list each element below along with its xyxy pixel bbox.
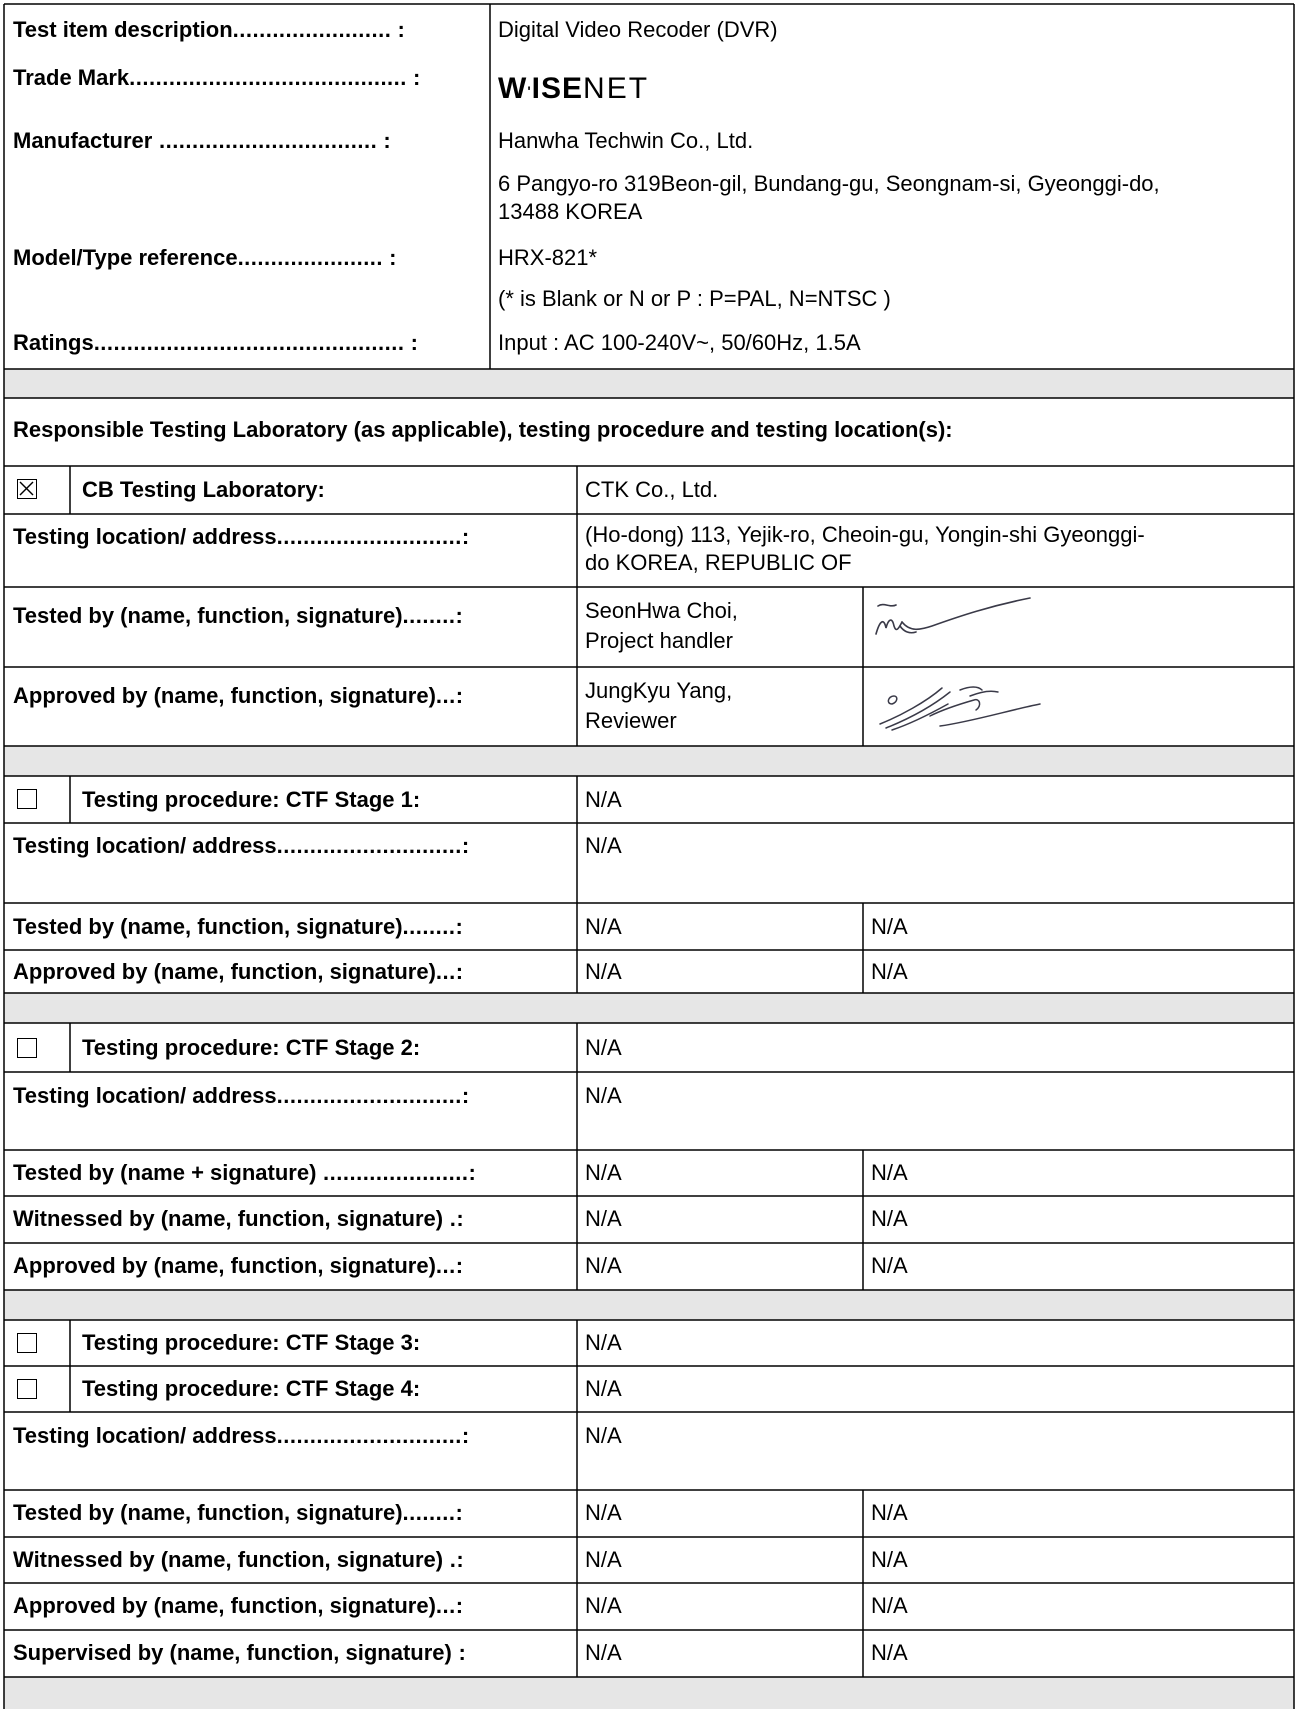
stage4-supervised-value: N/A <box>585 1640 622 1665</box>
stage4-witnessed-label: Witnessed by (name, function, signature) .: <box>13 1547 464 1572</box>
stage2-location-label: Testing location/ address............................: <box>13 1083 470 1108</box>
cb-lab-title: CB Testing Laboratory: <box>82 477 325 502</box>
approved-signature <box>870 680 1045 740</box>
cb-lab-checkbox[interactable] <box>17 479 37 499</box>
stage2-checkbox[interactable] <box>17 1038 37 1058</box>
stage1-value: N/A <box>585 787 622 812</box>
cb-approved-role: Reviewer <box>585 708 677 733</box>
wisenet-logo-net: NET <box>583 72 650 105</box>
responsible-heading: Responsible Testing Laboratory (as applicable), testing procedure and testing location(s): <box>13 417 953 442</box>
stage2-approved-value: N/A <box>585 1253 622 1278</box>
stage1-tested-signature: N/A <box>871 914 908 939</box>
cb-tested-name: SeonHwa Choi, <box>585 598 738 623</box>
stage4-tested-label: Tested by (name, function, signature)........: <box>13 1500 463 1525</box>
stage1-tested-value: N/A <box>585 914 622 939</box>
tested-signature <box>870 596 1040 651</box>
stage2-tested-value: N/A <box>585 1160 622 1185</box>
stage4-location-value: N/A <box>585 1423 622 1448</box>
check-x-icon <box>18 480 35 497</box>
cb-lab-value: CTK Co., Ltd. <box>585 477 719 502</box>
stage3-value: N/A <box>585 1330 622 1355</box>
manufacturer-value: Hanwha Techwin Co., Ltd. <box>498 128 754 153</box>
ratings-label: Ratings............................................... : <box>13 330 418 355</box>
ratings-value: Input : AC 100-240V~, 50/60Hz, 1.5A <box>498 330 861 355</box>
stage4-witnessed-value: N/A <box>585 1547 622 1572</box>
stage4-supervised-signature: N/A <box>871 1640 908 1665</box>
stage3-title: Testing procedure: CTF Stage 3: <box>82 1330 421 1355</box>
stage2-witnessed-label: Witnessed by (name, function, signature) .: <box>13 1206 464 1231</box>
stage2-witnessed-value: N/A <box>585 1206 622 1231</box>
model-note: (* is Blank or N or P : P=PAL, N=NTSC ) <box>498 286 891 311</box>
stage4-approved-label: Approved by (name, function, signature)...: <box>13 1593 464 1618</box>
cb-location-label: Testing location/ address............................: <box>13 524 470 549</box>
stage3-checkbox[interactable] <box>17 1333 37 1353</box>
stage1-tested-label: Tested by (name, function, signature)........: <box>13 914 463 939</box>
manufacturer-address-line1: 6 Pangyo-ro 319Beon-gil, Bundang-gu, Seongnam-si, Gyeonggi-do, <box>498 171 1160 196</box>
stage1-location-value: N/A <box>585 833 622 858</box>
stage2-value: N/A <box>585 1035 622 1060</box>
test-item-value: Digital Video Recoder (DVR) <box>498 17 778 42</box>
stage2-tested-label: Tested by (name + signature) ......................: <box>13 1160 476 1185</box>
stage2-location-value: N/A <box>585 1083 622 1108</box>
stage4-location-label: Testing location/ address............................: <box>13 1423 470 1448</box>
stage4-tested-value: N/A <box>585 1500 622 1525</box>
stage4-value: N/A <box>585 1376 622 1401</box>
manufacturer-label: Manufacturer ................................. : <box>13 128 391 153</box>
stage4-supervised-label: Supervised by (name, function, signature) : <box>13 1640 466 1665</box>
model-label: Model/Type reference...................... : <box>13 245 397 270</box>
stage2-approved-signature: N/A <box>871 1253 908 1278</box>
cb-location-line2: do KOREA, REPUBLIC OF <box>585 550 852 575</box>
wisenet-logo <box>498 71 649 107</box>
stage1-approved-label: Approved by (name, function, signature)...: <box>13 959 464 984</box>
test-item-label: Test item description........................ : <box>13 17 405 42</box>
stage1-title: Testing procedure: CTF Stage 1: <box>82 787 421 812</box>
model-value: HRX-821* <box>498 245 598 270</box>
cb-approved-label: Approved by (name, function, signature)...: <box>13 683 464 708</box>
stage4-approved-signature: N/A <box>871 1593 908 1618</box>
stage1-checkbox[interactable] <box>17 789 37 809</box>
stage2-witnessed-signature: N/A <box>871 1206 908 1231</box>
stage4-title: Testing procedure: CTF Stage 4: <box>82 1376 421 1401</box>
stage4-tested-signature: N/A <box>871 1500 908 1525</box>
cb-tested-role: Project handler <box>585 628 733 653</box>
stage1-approved-signature: N/A <box>871 959 908 984</box>
stage4-witnessed-signature: N/A <box>871 1547 908 1572</box>
cb-approved-name: JungKyu Yang, <box>585 678 733 703</box>
stage4-approved-value: N/A <box>585 1593 622 1618</box>
trade-mark-label: Trade Mark.......................................... : <box>13 65 421 90</box>
stage4-checkbox[interactable] <box>17 1379 37 1399</box>
stage2-title: Testing procedure: CTF Stage 2: <box>82 1035 421 1060</box>
cb-tested-label: Tested by (name, function, signature)........: <box>13 603 463 628</box>
stage1-approved-value: N/A <box>585 959 622 984</box>
wisenet-logo-wise: W'ISE <box>498 72 584 105</box>
stage2-tested-signature: N/A <box>871 1160 908 1185</box>
stage1-location-label: Testing location/ address............................: <box>13 833 470 858</box>
cb-location-line1: (Ho-dong) 113, Yejik-ro, Cheoin-gu, Yongin-shi Gyeonggi- <box>585 522 1145 547</box>
manufacturer-address-line2: 13488 KOREA <box>498 199 643 224</box>
stage2-approved-label: Approved by (name, function, signature)...: <box>13 1253 464 1278</box>
